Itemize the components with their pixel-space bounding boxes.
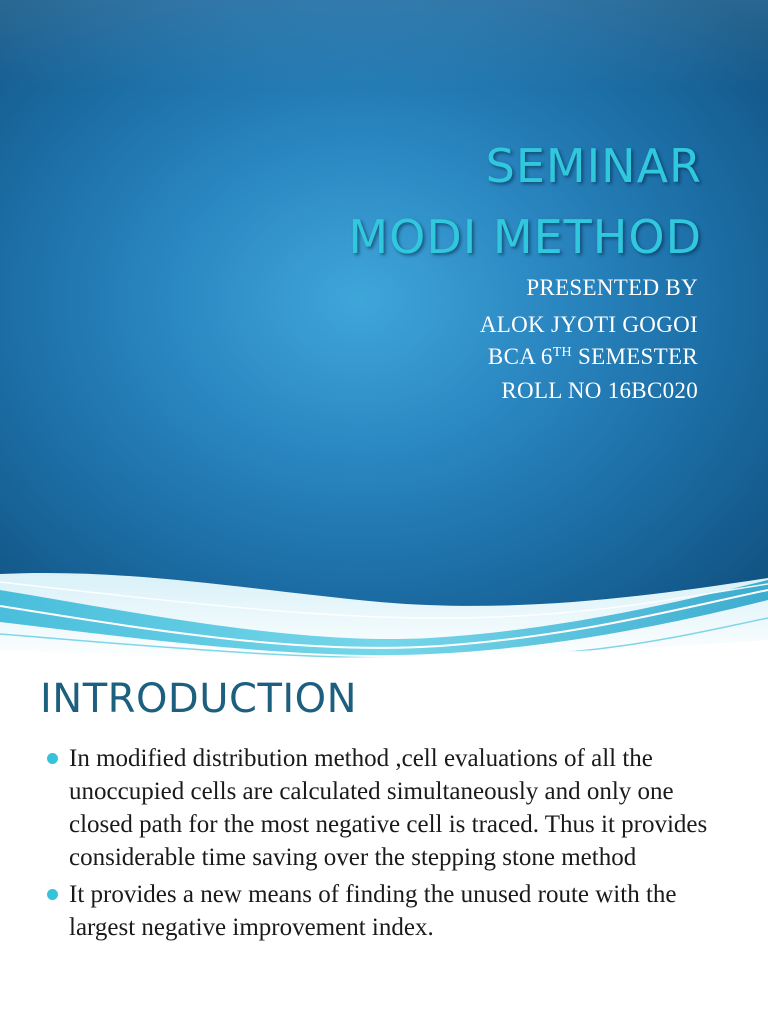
background-sheen (0, 0, 768, 90)
bullet-item (44, 878, 724, 944)
wave-decoration (0, 560, 768, 662)
course-superscript: TH (552, 345, 572, 360)
course-prefix: BCA 6 (487, 344, 553, 369)
bullet-text: In modified distribution method ,cell evaluations of all the unoccupied cells are calculated simultaneously and only one closed path for the most negative cell is traced. Thus it provides considerable time saving over the stepping stone method (69, 745, 708, 871)
introduction-heading: INTRODUCTION (40, 676, 358, 722)
presenter-roll-number: ROLL NO 16BC020 (501, 378, 698, 403)
slide-title-seminar: SEMINAR (485, 139, 702, 193)
bullet-item (44, 742, 724, 874)
course-suffix: SEMESTER (571, 344, 698, 369)
bullet-text: It provides a new means of finding the unused route with the largest negative improvement index. (69, 881, 677, 941)
bullet-dot-icon (47, 753, 58, 764)
presented-by-label: PRESENTED BY (526, 275, 698, 300)
slide-title-modi-method: MODI METHOD (348, 210, 702, 264)
introduction-slide (0, 662, 768, 1024)
presenter-course (488, 345, 698, 368)
presenter-name: ALOK JYOTI GOGOI (479, 312, 698, 337)
bullet-list (44, 742, 724, 948)
bullet-dot-icon (47, 889, 58, 900)
